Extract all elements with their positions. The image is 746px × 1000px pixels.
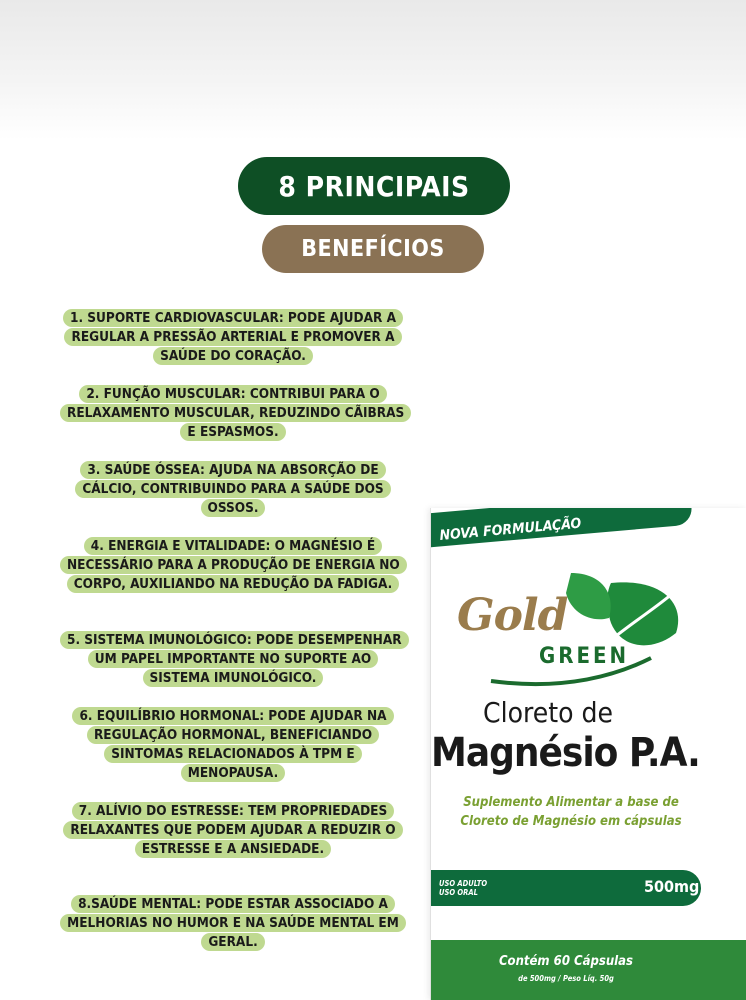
benefit-item-2: 2. FUNÇÃO MUSCULAR: CONTRIBUI PARA O RELAXAMENTO MUSCULAR, REDUZINDO CÃIBRAS E ESPASMOS. bbox=[60, 385, 406, 442]
product-name-line2: Magnésio P.A. bbox=[431, 730, 700, 776]
benefit-item-7: 7. ALÍVIO DO ESTRESSE: TEM PROPRIEDADES RELAXANTES QUE PODEM AJUDAR A REDUZIR O ESTRESSE E A ANSIEDADE. bbox=[60, 802, 406, 859]
product-box bbox=[430, 508, 746, 1000]
page-subtitle: BENEFÍCIOS bbox=[301, 236, 445, 262]
benefit-item-8: 8.SAÚDE MENTAL: PODE ESTAR ASSOCIADO A MELHORIAS NO HUMOR E NA SAÚDE MENTAL EM GERAL. bbox=[60, 895, 406, 952]
dose-label: 500mg bbox=[644, 877, 700, 896]
product-description: Suplemento Alimentar a base de Cloreto de Magnésio em cápsulas bbox=[460, 795, 682, 829]
brand-gold: Gold bbox=[457, 590, 568, 641]
new-formula-label: NOVA FORMULAÇÃO bbox=[439, 515, 582, 544]
net-weight: de 500mg / Peso Líq. 50g bbox=[518, 974, 614, 983]
benefit-item-5: 5. SISTEMA IMUNOLÓGICO: PODE DESEMPENHAR UM PAPEL IMPORTANTE NO SUPORTE AO SISTEMA IMUNOLÓGICO. bbox=[60, 631, 406, 688]
benefit-item-6: 6. EQUILÍBRIO HORMONAL: PODE AJUDAR NA REGULAÇÃO HORMONAL, BENEFICIANDO SINTOMAS RELACIONADOS À TPM E MENOPAUSA. bbox=[60, 707, 406, 783]
bottom-band bbox=[431, 940, 746, 1000]
capsule-count: Contém 60 Cápsulas bbox=[498, 954, 634, 969]
brand-green: GREEN bbox=[539, 644, 630, 669]
benefit-item-3: 3. SAÚDE ÓSSEA: AJUDA NA ABSORÇÃO DE CÁLCIO, CONTRIBUINDO PARA A SAÚDE DOS OSSOS. bbox=[60, 461, 406, 518]
benefit-item-4: 4. ENERGIA E VITALIDADE: O MAGNÉSIO É NECESSÁRIO PARA A PRODUÇÃO DE ENERGIA NO CORPO, AUXILIANDO NA REDUÇÃO DA FADIGA. bbox=[60, 537, 406, 594]
product-name-line1: Cloreto de bbox=[483, 696, 614, 729]
benefit-item-1: 1. SUPORTE CARDIOVASCULAR: PODE AJUDAR A REGULAR A PRESSÃO ARTERIAL E PROMOVER A SAÚDE DO CORAÇÃO. bbox=[60, 309, 406, 366]
usage-info: USO ADULTO USO ORAL bbox=[439, 879, 488, 897]
page-title: 8 PRINCIPAIS bbox=[278, 169, 470, 203]
